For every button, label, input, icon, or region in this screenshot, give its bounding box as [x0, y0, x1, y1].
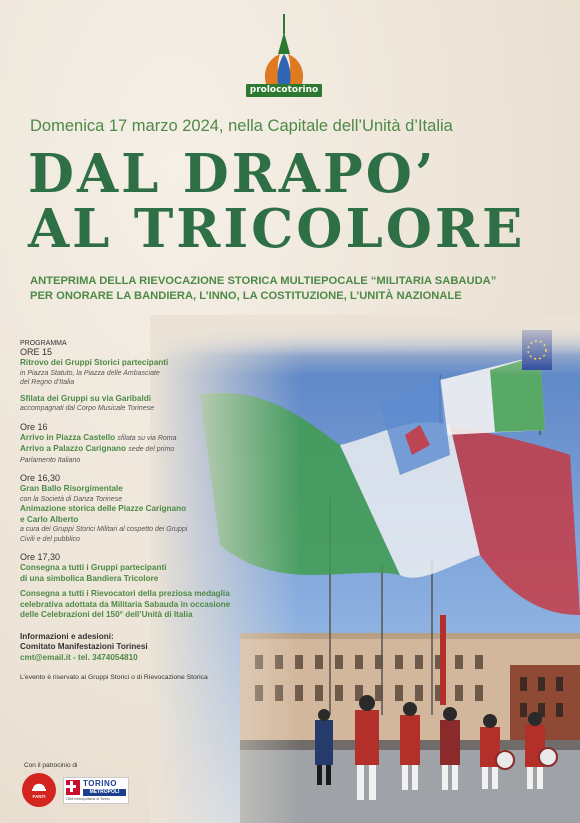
program — [20, 340, 260, 681]
event-title-cont: di una simbolica Bandiera Tricolore — [20, 573, 159, 583]
mole-antonelliana-logo-icon — [258, 14, 310, 86]
cross-flag-icon-h — [66, 785, 76, 788]
event-desc: Parlamento Italiano — [20, 456, 81, 464]
event-title: Consegna a tutti i Rievocatori della preziosa medaglia — [20, 589, 230, 598]
event-title: Sfilata dei Gruppi su via Garibaldi — [20, 393, 152, 403]
torino-logo-sub: Città metropolitana di Torino — [66, 797, 110, 801]
event-title: Consegna a tutti i Gruppi partecipanti — [20, 563, 167, 572]
fanti-logo-text: FANTI — [32, 794, 46, 799]
event-title: Ritrovo dei Gruppi Storici partecipanti — [20, 358, 169, 367]
logo-text: prolocotorino — [246, 84, 322, 97]
torino-logo-metro: METROPOLI — [83, 789, 126, 796]
event-desc: con la Società di Danza Torinese — [20, 495, 123, 503]
event-title-cont: e Carlo Alberto — [20, 514, 79, 524]
event-desc: sfilata su via Roma — [117, 434, 177, 442]
info-org: Comitato Manifestazioni Torinesi — [20, 642, 148, 651]
title-line-1: DAL DRAPO’ — [28, 143, 437, 205]
patronage-label: Con il patrocinio di — [24, 762, 78, 769]
subtitle-line-1: ANTEPRIMA DELLA RIEVOCAZIONE STORICA MULTIEPOCALE “MILITARIA SABAUDA” — [30, 275, 497, 287]
event-title-text: Arrivo in Piazza Castello — [20, 432, 116, 442]
event-desc: Civili e del pubblico — [20, 535, 80, 543]
event-desc: del Regno d’Italia — [20, 379, 75, 386]
time-slot: Ore 16 — [20, 421, 48, 432]
event-title — [20, 433, 260, 445]
event-desc: accompagnati dal Corpo Musicale Torinese — [20, 405, 154, 412]
program-label: PROGRAMMA — [20, 340, 67, 347]
event-title: Animazione storica delle Piazze Carignano — [20, 504, 187, 513]
subtitle — [30, 274, 496, 304]
contact-email-phone[interactable]: cmt@email.it - tel. 3474054810 — [20, 652, 138, 662]
event-title — [20, 444, 260, 456]
torino-logo-name: TORINO — [83, 779, 117, 788]
event-title-cont: delle Celebrazioni del 150° dell’Unità di Italia — [20, 610, 193, 619]
time-slot: ORE 15 — [20, 347, 53, 357]
event-desc: a cura dei Gruppi Storici Militari al cospetto dei Gruppi — [20, 526, 188, 533]
event-desc: sede del primo — [128, 446, 175, 453]
fanti-logo — [22, 773, 56, 807]
subtitle-line-2: PER ONORARE LA BANDIERA, L’INNO, LA COSTITUZIONE, L’UNITÀ NAZIONALE — [30, 290, 462, 302]
info-heading: Informazioni e adesioni: — [20, 631, 114, 641]
date-line: Domenica 17 marzo 2024, nella Capitale dell’Unità d’Italia — [30, 117, 453, 135]
event-title-text: Arrivo a Palazzo Carignano — [20, 444, 127, 453]
time-slot: Ore 16,30 — [20, 473, 61, 483]
event-title: Gran Ballo Risorgimentale — [20, 484, 123, 493]
event-desc: in Piazza Statuto, la Piazza delle Ambasciate — [20, 369, 160, 377]
info-note: L’evento è riservato ai Gruppi Storici o di Rievocazione Storica — [20, 674, 208, 681]
time-slot: Ore 17,30 — [20, 552, 61, 562]
event-title-cont: celebrativa adottata da Militaria Sabauda in occasione — [20, 599, 231, 609]
helmet-icon — [31, 777, 47, 793]
torino-metropoli-logo — [63, 777, 129, 804]
title-line-2: AL TRICOLORE — [28, 198, 526, 260]
